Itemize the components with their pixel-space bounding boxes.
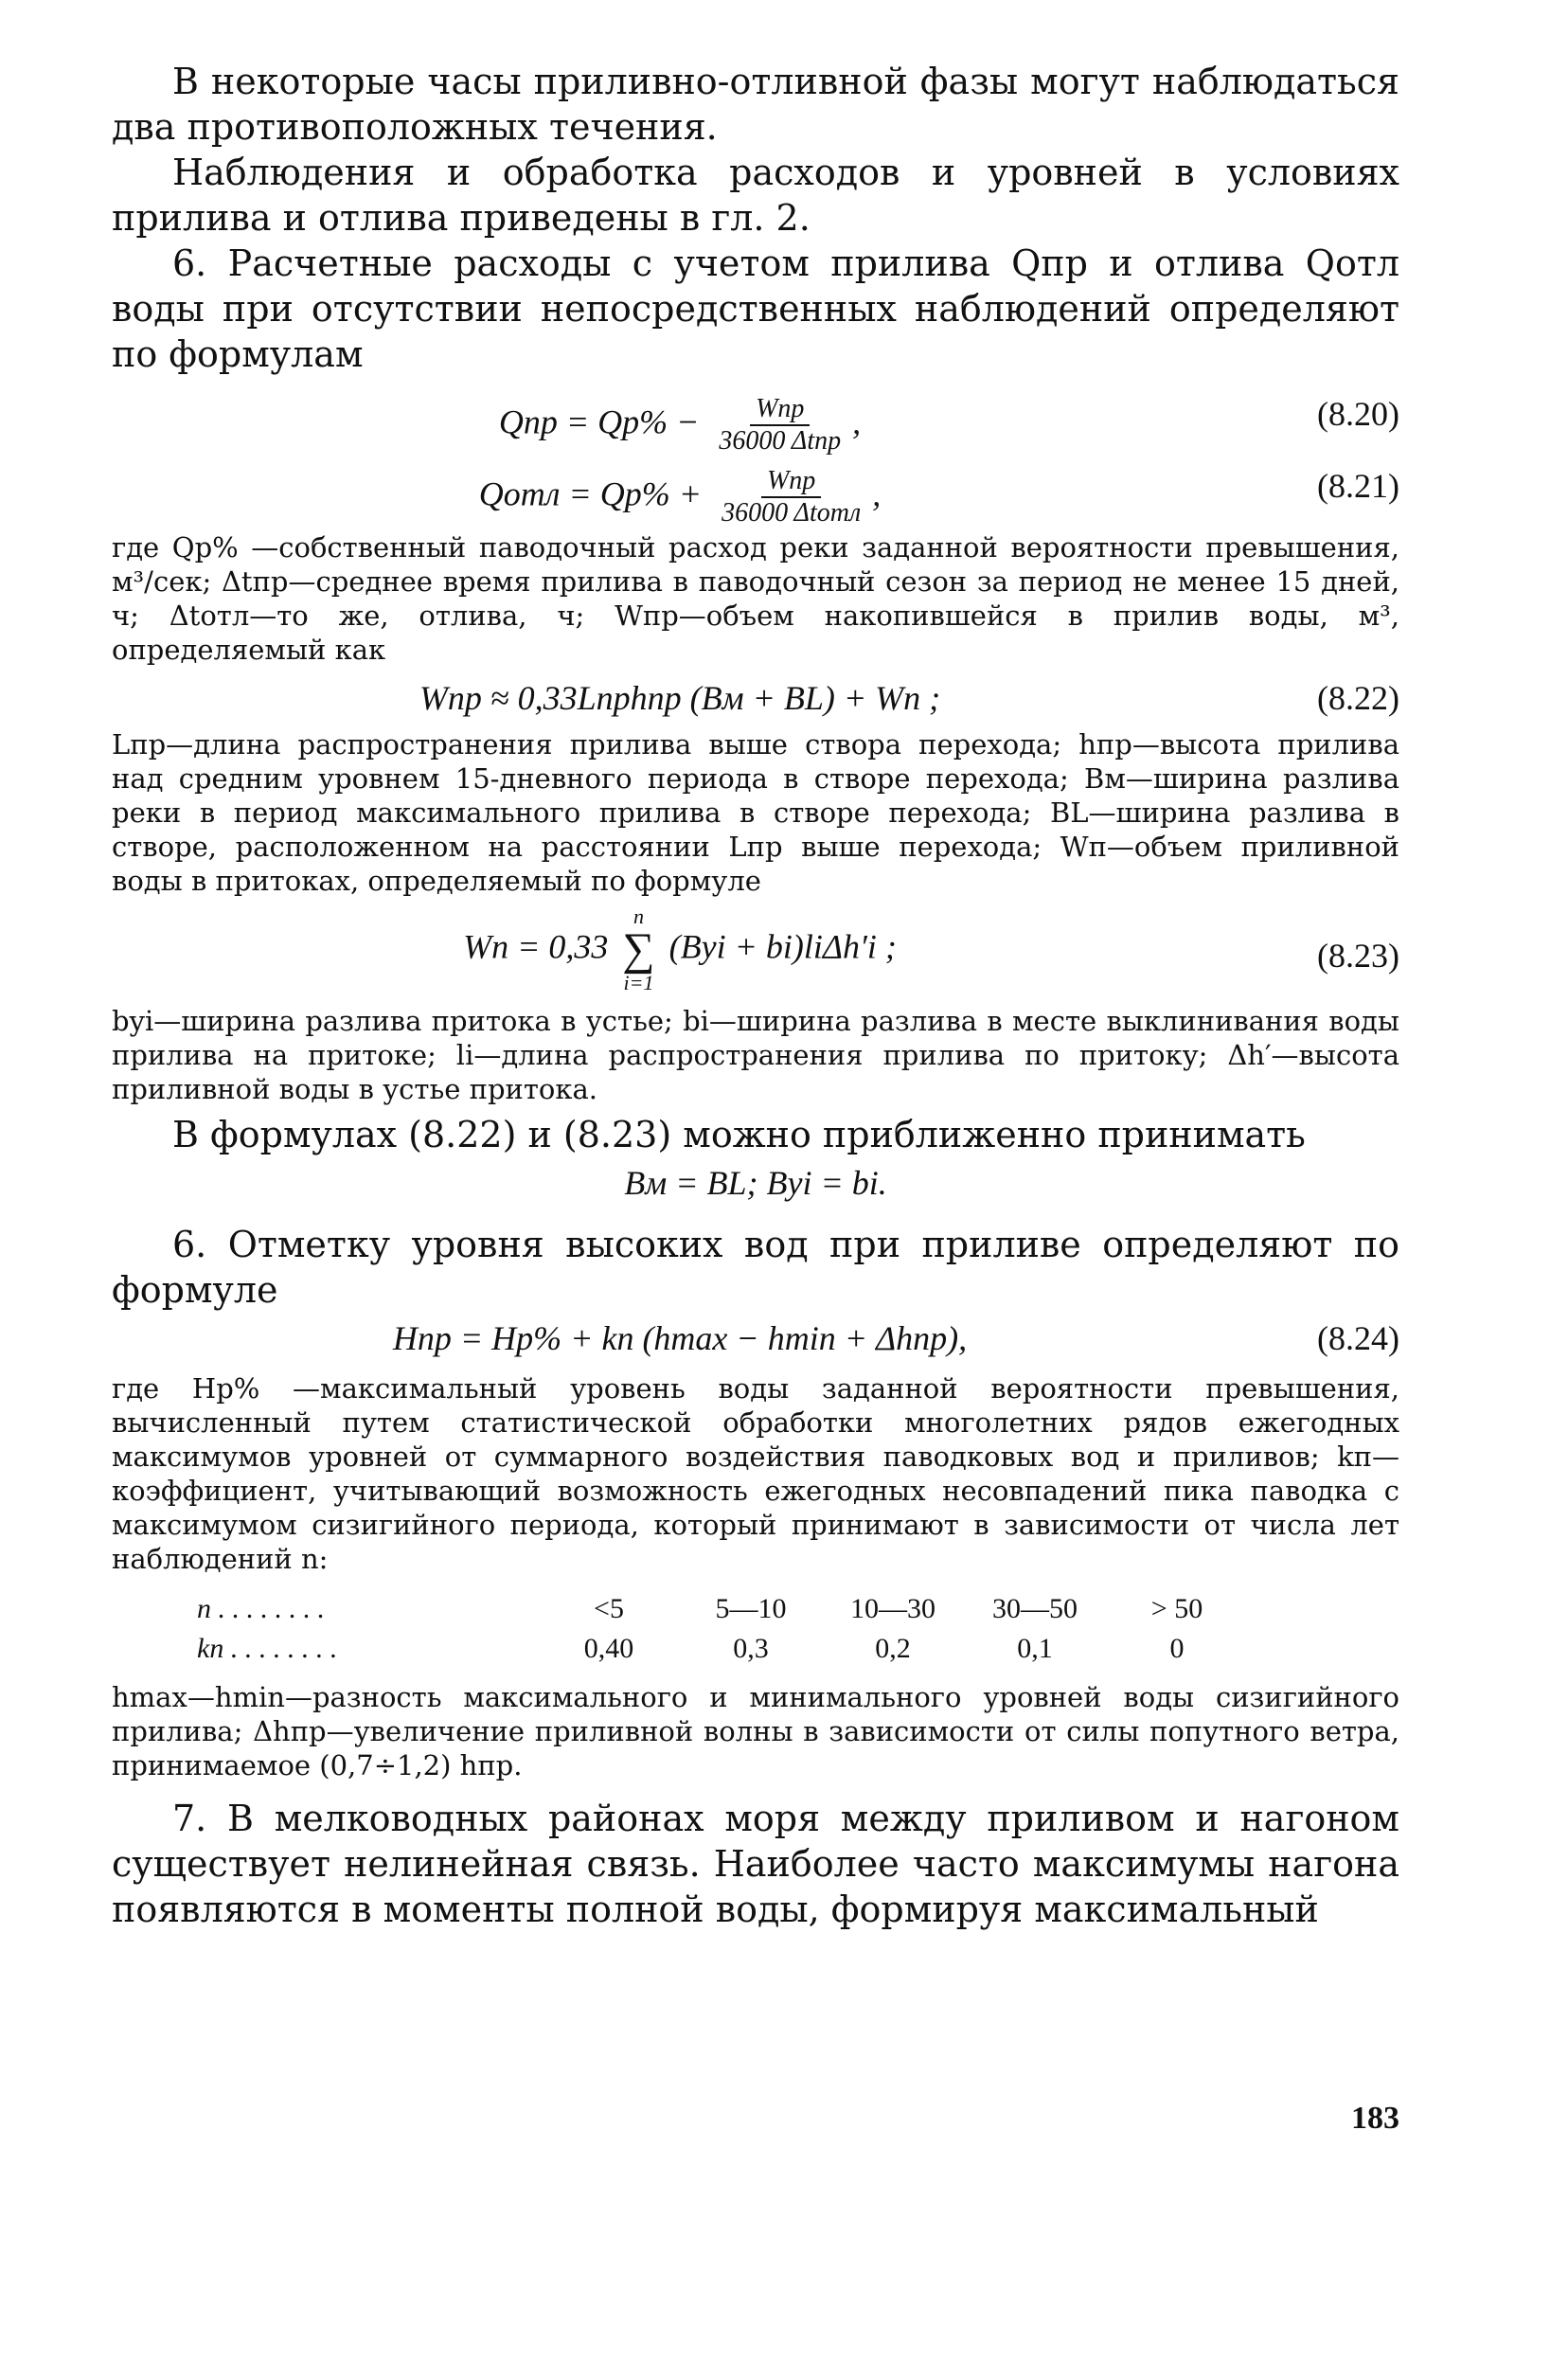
formula-8-21 xyxy=(112,449,1399,528)
equation-number: (8.24) xyxy=(1317,1319,1399,1357)
fraction xyxy=(716,466,866,528)
fraction-denominator: 36000 Δtотл xyxy=(722,498,862,528)
paragraph: 6. Расчетные расходы с учетом прилива Qпр и отлива Qотл воды при отсутствии непосредственных наблюдений определяют по формулам xyxy=(112,242,1399,375)
formula-right: (Byi + bi)liΔh′i ; xyxy=(668,927,897,966)
table-cell: > 50 xyxy=(1150,1593,1203,1624)
note: Lпр—длина распространения прилива выше створа перехода; hпр—высота прилива над средним уровнем 15-дневного периода в створе перехода; Bм—ширина разлива реки в период максимального прилива в створе перехода; BL—ширина разлива в створе, расположенном на расстоянии Lпр выше перехода; Wп—объем приливной воды в притоках, определяемый по формуле xyxy=(112,728,1399,897)
equation-number: (8.21) xyxy=(1317,467,1399,505)
coefficient-table xyxy=(197,1589,1248,1669)
paragraph: Наблюдения и обработка расходов и уровней в условиях прилива и отлива приведены в гл. 2. xyxy=(112,152,1399,239)
page-content xyxy=(112,59,1399,1932)
paragraph: 6. Отметку уровня высоких вод при приливе определяют по формуле xyxy=(112,1224,1399,1311)
table-row-label: kп . . . . . . . . xyxy=(197,1633,338,1664)
note: byi—ширина разлива притока в устье; bi—ширина разлива в месте выклинивания воды прилива на притоке; li—длина распространения прилива по притоку; Δh′—высота приливной воды в устье притока. xyxy=(112,1005,1399,1105)
formula-8-24 xyxy=(112,1313,1399,1371)
formula-approx xyxy=(112,1157,1399,1216)
sum-upper-limit: n xyxy=(633,904,645,928)
formula-expression: Hпр = Hp% + kп (hmax − hmin + Δhпр), xyxy=(392,1319,968,1357)
table-row xyxy=(197,1629,1248,1669)
sigma-glyph: ∑ xyxy=(622,924,655,975)
table-row-label: n . . . . . . . . xyxy=(197,1593,325,1624)
fraction-numerator: Wпр xyxy=(761,466,821,498)
table-cell: 0,2 xyxy=(875,1633,911,1664)
page-number: 183 xyxy=(1351,2101,1399,2136)
formula-left: Qпр = Qp% − xyxy=(498,403,700,441)
formula-expression: Bм = BL; Byi = bi. xyxy=(624,1164,887,1202)
table-cell: 0,40 xyxy=(583,1633,634,1664)
sum-symbol xyxy=(622,905,654,994)
note: где Hp% —максимальный уровень воды заданной вероятности превышения, вычисленный путем статистической обработки многолетних рядов ежегодных максимумов уровней от суммарного воздействия паводковых вод и приливов; kп—коэффициент, учитывающий возможность ежегодных несовпадений пика паводка с максимумом сизигийного периода, который принимают в зависимости от числа лет наблюдений n: xyxy=(112,1372,1399,1575)
formula-8-22 xyxy=(112,667,1399,727)
equation-number: (8.23) xyxy=(1317,937,1399,975)
note: hmax—hmin—разность максимального и минимального уровней воды сизигийного прилива; Δhпр—увеличение приливной волны в зависимости от силы попутного ветра, принимаемое (0,7÷1,2) hпр. xyxy=(112,1681,1399,1781)
note: где Qp% —собственный паводочный расход реки заданной вероятности превышения, м³/сек; Δtпр—среднее время прилива в паводочный сезон за период не менее 15 дней, ч; Δtотл—то же, отлива, ч; Wпр—объем накопившейся в прилив воды, м³, определяемый как xyxy=(112,531,1399,666)
table-cell: <5 xyxy=(594,1593,624,1624)
table-cell: 0 xyxy=(1169,1633,1185,1664)
table-cell: 0,3 xyxy=(733,1633,769,1664)
table-row xyxy=(197,1589,1248,1629)
fraction-numerator: Wпр xyxy=(750,394,810,426)
fraction-denominator: 36000 Δtпр xyxy=(719,426,842,456)
table-cell: 5—10 xyxy=(715,1593,787,1624)
equation-number: (8.20) xyxy=(1317,395,1399,433)
sum-lower-limit: i=1 xyxy=(623,971,654,994)
formula-left: Qотл = Qp% + xyxy=(478,474,703,513)
paragraph: 7. В мелководных районах моря между приливом и нагоном существует нелинейная связь. Наиболее часто максимумы нагона появляются в моменты полной воды, формируя максимальный xyxy=(112,1798,1399,1930)
formula-tail: , xyxy=(872,474,882,513)
paragraph: В формулах (8.22) и (8.23) можно приближенно принимать xyxy=(172,1114,1306,1155)
formula-8-20 xyxy=(112,377,1399,456)
formula-expression: Wпр ≈ 0,33Lпрhпр (Bм + BL) + Wп ; xyxy=(419,679,941,717)
formula-8-23 xyxy=(112,898,1399,1004)
formula-tail: , xyxy=(852,403,862,441)
table-cell: 10—30 xyxy=(850,1593,935,1624)
table-cell: 0,1 xyxy=(1017,1633,1053,1664)
table-cell: 30—50 xyxy=(992,1593,1078,1624)
formula-left: Wп = 0,33 xyxy=(463,927,609,966)
paragraph: В некоторые часы приливно-отливной фазы могут наблюдаться два противоположных течения. xyxy=(112,61,1399,148)
fraction xyxy=(713,394,846,456)
equation-number: (8.22) xyxy=(1317,679,1399,717)
